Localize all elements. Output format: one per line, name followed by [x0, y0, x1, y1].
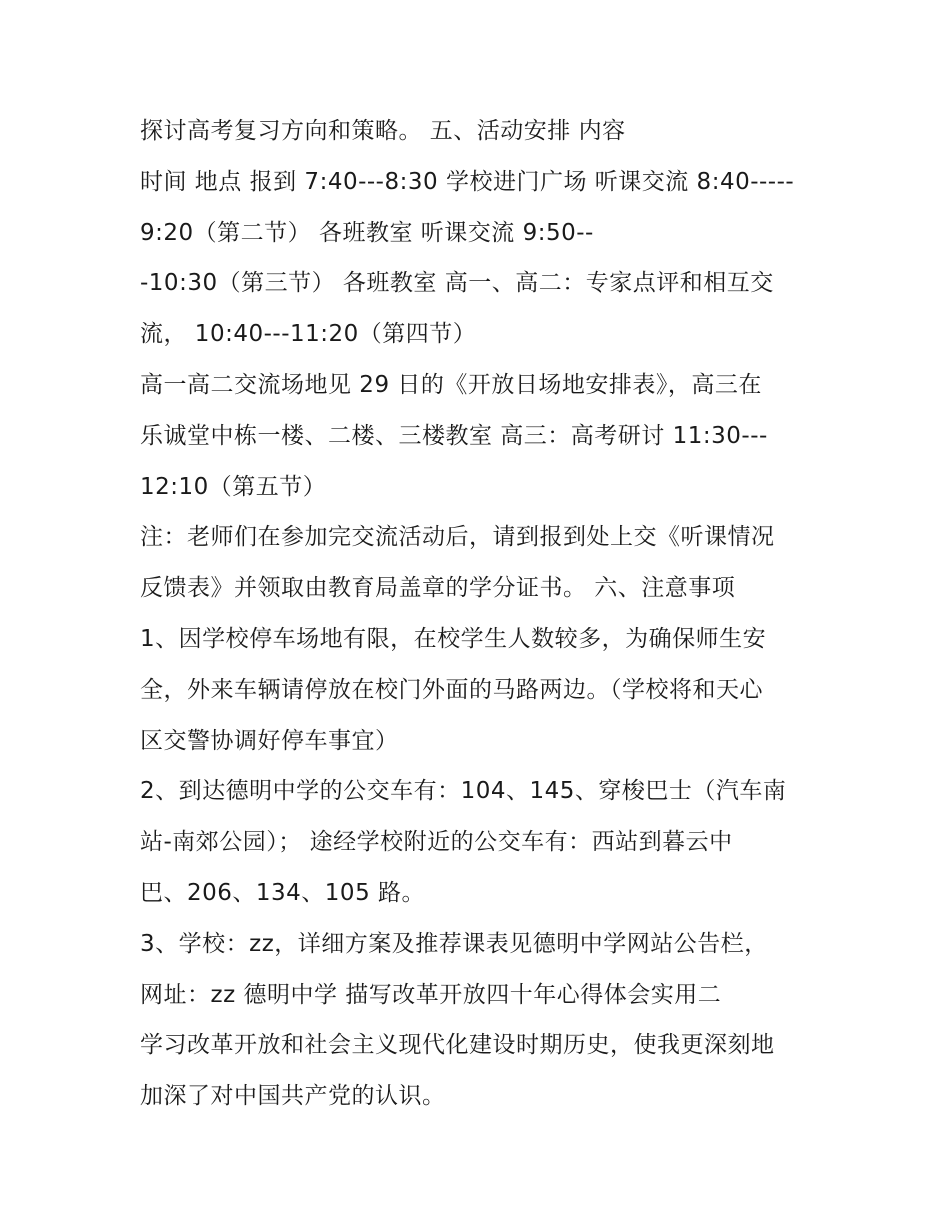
text-line: -10:30（第三节） 各班教室 高一、高二：专家点评和相互交	[140, 270, 774, 297]
text-line: 探讨高考复习方向和策略。 五、活动安排 内容	[140, 118, 626, 144]
text-line: 区交警协调好停车事宜）	[140, 727, 399, 754]
text-line: 时间 地点 报到 7:40---8:30 学校进门广场 听课交流 8:40-----	[140, 168, 795, 195]
text-line: 流， 10:40---11:20（第四节）	[140, 321, 477, 348]
text-line: 2、到达德明中学的公交车有：104、145、穿梭巴士（汽车南	[140, 778, 787, 805]
text-line: 加深了对中国共产党的认识。	[140, 1083, 446, 1110]
text-line: 全，外来车辆请停放在校门外面的马路两边。（学校将和天心	[140, 676, 763, 703]
text-line: 巴、206、134、105 路。	[140, 879, 426, 906]
text-line: 1、因学校停车场地有限，在校学生人数较多，为确保师生安	[140, 625, 767, 652]
text-line: 9:20（第二节） 各班教室 听课交流 9:50--	[140, 219, 594, 246]
text-line: 网址：zz 德明中学 描写改革开放四十年心得体会实用二	[140, 981, 722, 1008]
text-line: 学习改革开放和社会主义现代化建设时期历史，使我更深刻地	[140, 1032, 775, 1059]
document-body	[140, 106, 830, 1122]
text-line: 反馈表》并领取由教育局盖章的学分证书。 六、注意事项	[140, 575, 736, 602]
text-line: 12:10（第五节）	[140, 473, 327, 500]
text-line: 站-南郊公园）； 途经学校附近的公交车有：西站到暮云中	[140, 829, 733, 856]
text-line: 高一高二交流场地见 29 日的《开放日场地安排表》，高三在	[140, 371, 762, 398]
text-line: 3、学校：zz，详细方案及推荐课表见德明中学网站公告栏，	[140, 930, 768, 957]
text-line: 乐诚堂中栋一楼、二楼、三楼教室 高三：高考研讨 11:30---	[140, 422, 768, 449]
text-line: 注：老师们在参加完交流活动后，请到报到处上交《听课情况	[140, 524, 775, 551]
